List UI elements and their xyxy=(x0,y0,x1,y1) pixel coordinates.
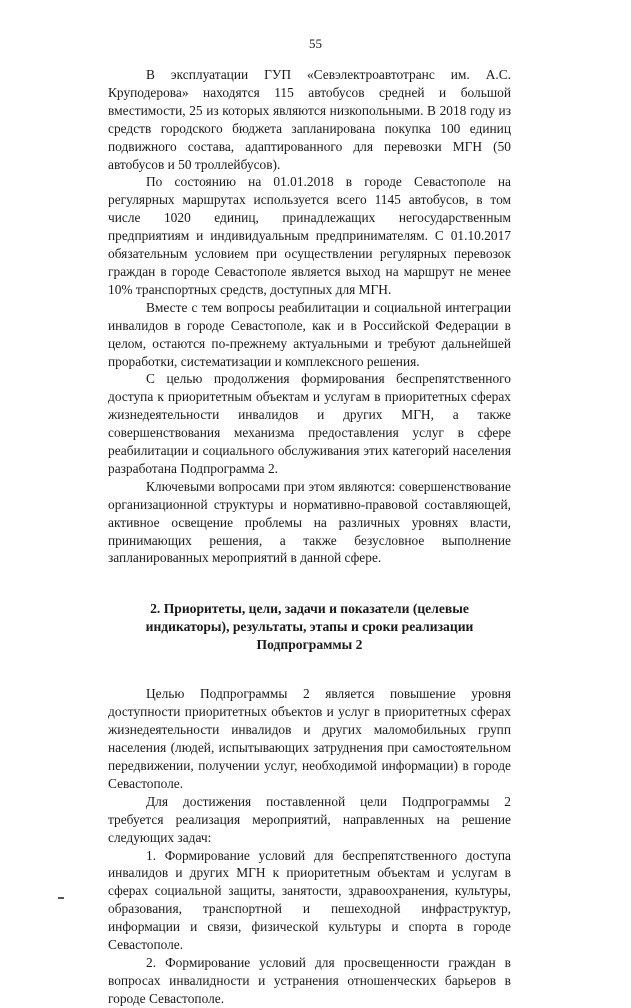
paragraph-rehabilitation: Вместе с тем вопросы реабилитации и социальной интеграции инвалидов в городе Севастополе, как и в Российской Федерации в целом, остаются по-прежнему актуальными и требуют дальнейшей проработки, систематизации и комплексного решения. xyxy=(108,299,511,369)
page-number: 55 xyxy=(309,36,322,51)
paragraph-regular-routes: По состоянию на 01.01.2018 в городе Севастополе на регулярных маршрутах используется всего 1145 автобусов, в том числе 1020 единиц, принадлежащих негосударственным предприятиям и индивидуальным предпринимателям. С 01.10.2017 обязательным условием при осуществлении регулярных перевозок граждан в городе Севастополе является выход на маршрут не менее 10% транспортных средств, доступных для МГН. xyxy=(108,174,511,297)
section-heading: 2. Приоритеты, цели, задачи и показатели (целевые индикаторы), результаты, этапы и сроки реализации Подпрограммы 2 xyxy=(145,601,474,653)
paragraph-task-2: 2. Формирование условий для просвещенности граждан в вопросах инвалидности и устранения отношенческих барьеров в городе Севастополе. xyxy=(108,954,511,1006)
scan-mark xyxy=(58,897,64,899)
paragraph-bus-fleet: В эксплуатации ГУП «Севэлектроавтотранс им. А.С. Круподерова» находятся 115 автобусов средней и большой вместимости, 25 из которых являются низкопольными. В 2018 году из средств городского бюджета запланирована покупка 100 единиц подвижного состава, адаптированного для перевозки МГН (50 автобусов и 50 троллейбусов). xyxy=(108,67,511,172)
paragraph-purpose: Целью Подпрограммы 2 является повышение уровня доступности приоритетных объектов и услуг в приоритетных сферах жизнедеятельности инвалидов и других маломобильных групп населения (людей, испытывающих затруднения при самостоятельном передвижении, получении услуг, необходимой информации) в городе Севастополе. xyxy=(108,686,511,791)
paragraph-subprogram-goal: С целью продолжения формирования беспрепятственного доступа к приоритетным объектам и услугам в приоритетных сферах жизнедеятельности инвалидов и других МГН, а также совершенствования механизма предоставления услуг в сфере реабилитации и социального обслуживания этих категорий населения разработана Подпрограмма 2. xyxy=(108,371,511,476)
paragraph-task-1: 1. Формирование условий для беспрепятственного доступа инвалидов и других МГН к приоритетным объектам и услугам в сферах социальной защиты, занятости, здравоохранения, культуры, образования, транспортной и пешеходной инфраструктур, информации и связи, физической культуры и спорта в городе Севастополе. xyxy=(108,847,511,953)
document-body xyxy=(108,66,511,1008)
paragraph-tasks-intro: Для достижения поставленной цели Подпрограммы 2 требуется реализация мероприятий, направленных на решение следующих задач: xyxy=(108,793,511,845)
paragraph-key-issues: Ключевыми вопросами при этом являются: совершенствование организационной структуры и нормативно-правовой составляющей, активное освещение проблемы на различных уровнях власти, принимающих решения, а также безусловное выполнение запланированных мероприятий в данной сфере. xyxy=(108,478,511,566)
